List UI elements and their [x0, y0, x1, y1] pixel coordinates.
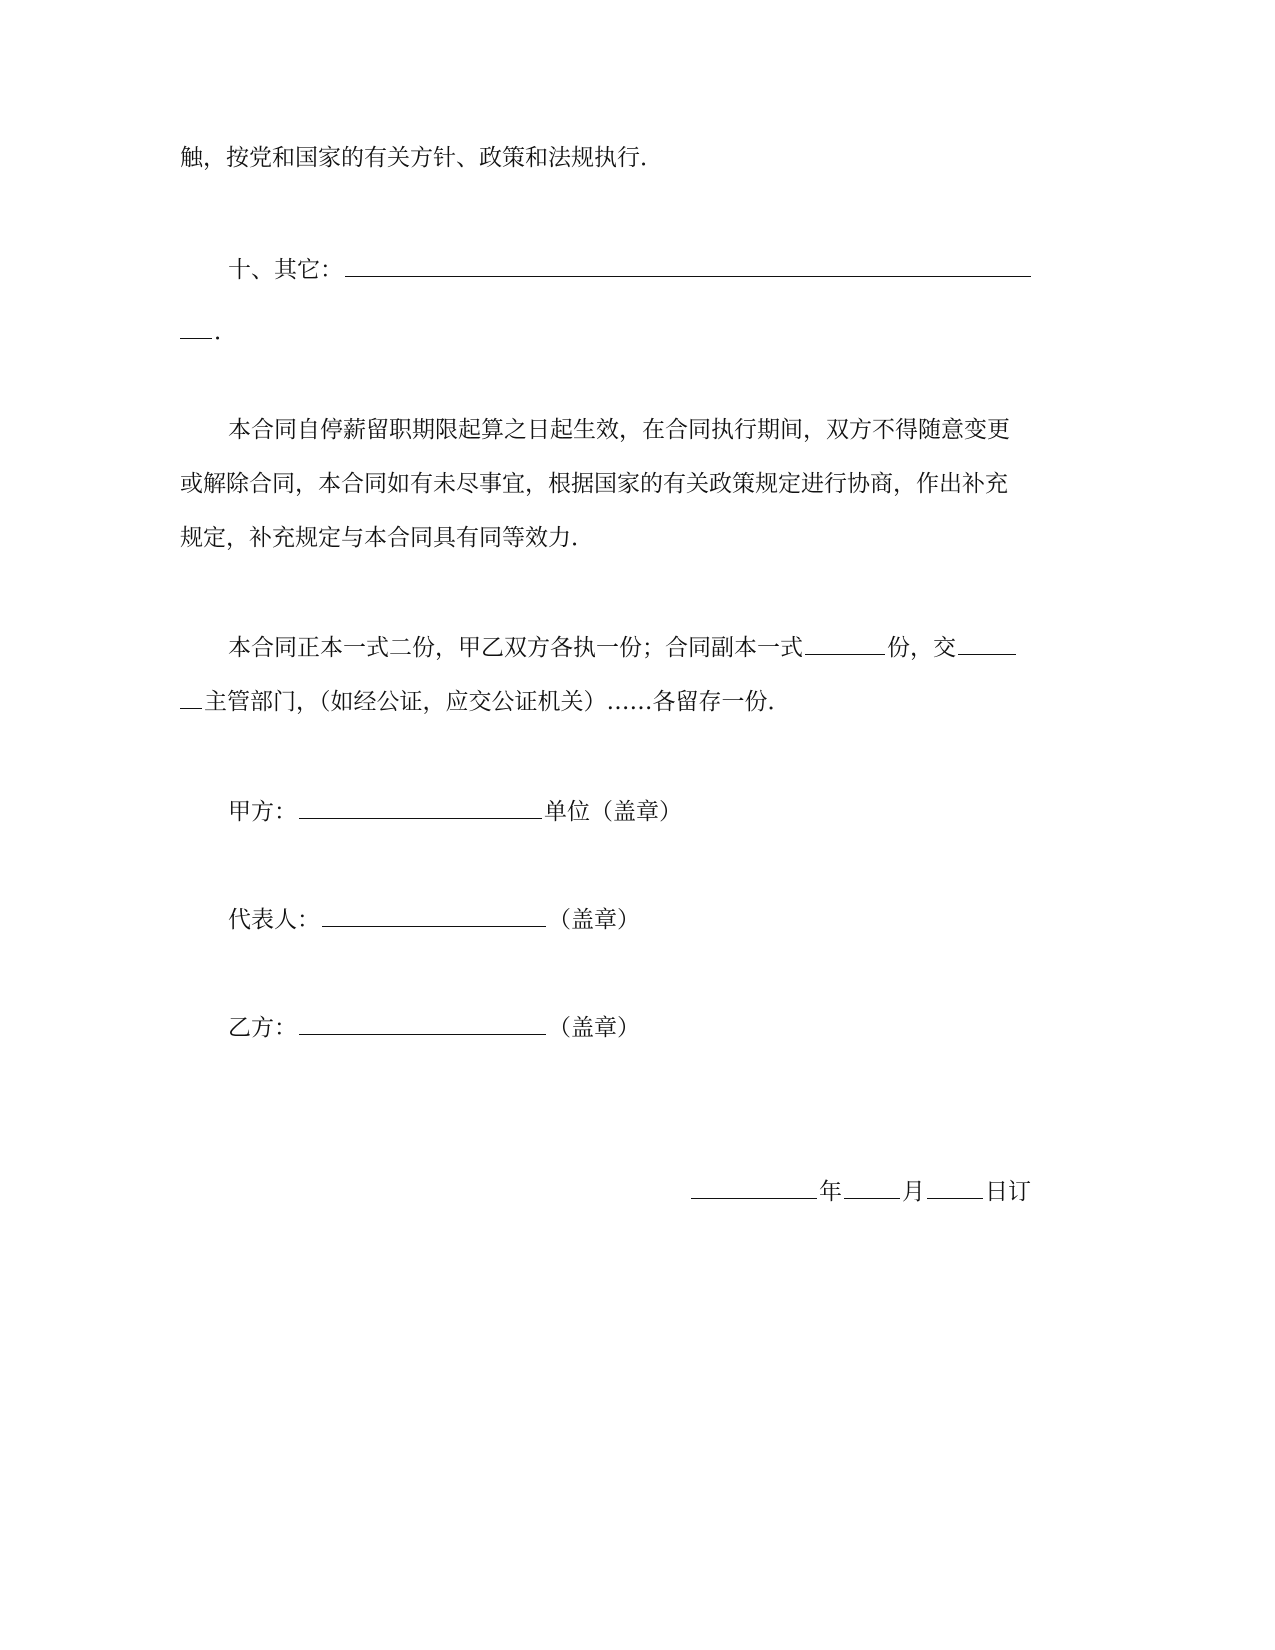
- party-a-seal-label: 单位（盖章）: [544, 799, 682, 825]
- effective-text-1: 本合同自停薪留职期限起算之日起生效，在合同执行期间，双方不得随意变更: [228, 417, 1010, 443]
- copies-paragraph-line-2: [180, 684, 791, 718]
- clause-10-label: 十、其它：: [228, 257, 343, 283]
- party-a-label: 甲方：: [228, 799, 297, 825]
- clause-10-end-mark: ．: [214, 319, 237, 345]
- date-month-blank[interactable]: [844, 1174, 900, 1199]
- clause-10-blank-continued[interactable]: [180, 314, 212, 339]
- date-year-blank[interactable]: [691, 1174, 817, 1199]
- date-year-label: 年: [819, 1179, 842, 1205]
- party-b-blank[interactable]: [299, 1010, 546, 1035]
- representative-blank[interactable]: [322, 902, 546, 927]
- copies-paragraph-line-1: [228, 630, 1018, 664]
- signature-party-a: [228, 794, 682, 828]
- effective-paragraph-line-2: [180, 468, 1008, 500]
- copies-text-1: 本合同正本一式二份，甲乙双方各执一份；合同副本一式: [228, 635, 803, 661]
- department-blank[interactable]: [958, 630, 1016, 655]
- effective-text-3: 规定，补充规定与本合同具有同等效力．: [180, 525, 594, 551]
- signing-date: [691, 1174, 1031, 1208]
- effective-text-2: 或解除合同，本合同如有未尽事宜，根据国家的有关政策规定进行协商，作出补充: [180, 471, 1008, 497]
- copies-count-blank[interactable]: [805, 630, 885, 655]
- effective-paragraph-line-3: [180, 522, 594, 554]
- signature-representative: [228, 902, 640, 936]
- clause-10-continuation: [180, 314, 237, 348]
- department-blank-continued[interactable]: [180, 684, 202, 709]
- representative-seal-label: （盖章）: [548, 907, 640, 933]
- copies-text-3: 主管部门，（如经公证，应交公证机关）……各留存一份．: [204, 689, 791, 715]
- date-day-blank[interactable]: [927, 1174, 983, 1199]
- clause-10-other: [228, 252, 1033, 286]
- representative-label: 代表人：: [228, 907, 320, 933]
- party-b-label: 乙方：: [228, 1015, 297, 1041]
- party-b-seal-label: （盖章）: [548, 1015, 640, 1041]
- party-a-blank[interactable]: [299, 794, 542, 819]
- copies-text-2: 份，交: [887, 635, 956, 661]
- clause-10-blank[interactable]: [345, 252, 1031, 277]
- effective-paragraph-line-1: [228, 414, 1010, 446]
- date-month-label: 月: [902, 1179, 925, 1205]
- paragraph-text: 触，按党和国家的有关方针、政策和法规执行．: [180, 145, 663, 171]
- paragraph-continuation: [180, 142, 663, 174]
- signature-party-b: [228, 1010, 640, 1044]
- date-day-label: 日订: [985, 1179, 1031, 1205]
